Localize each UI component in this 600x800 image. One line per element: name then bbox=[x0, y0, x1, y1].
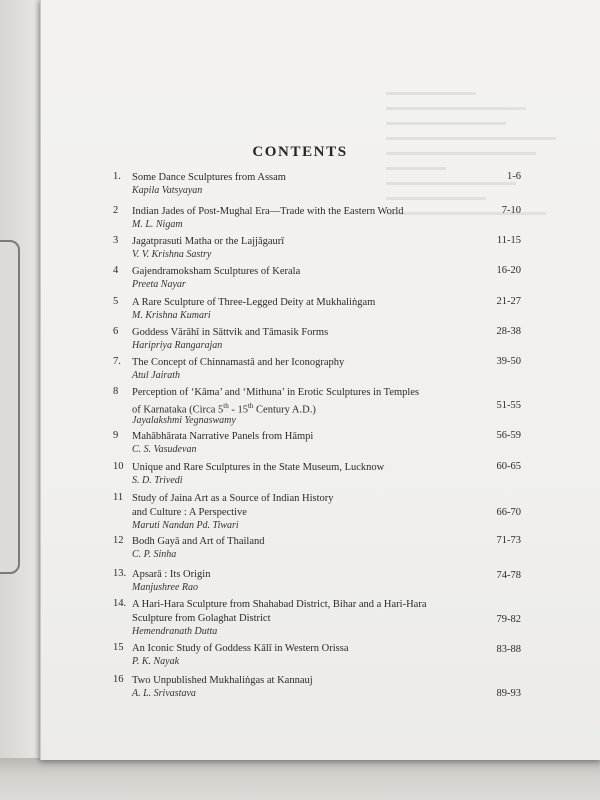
entry-pages: 39-50 bbox=[496, 356, 521, 367]
entry-author: C. P. Sinha bbox=[132, 549, 177, 560]
entry-title-line1: Perception of ‘Kāma’ and ‘Mithuna’ in Erotic Sculptures in Temples bbox=[132, 387, 420, 398]
previous-page-edge bbox=[0, 240, 20, 574]
entry-pages: 71-73 bbox=[496, 535, 521, 546]
entry-author: M. L. Nigam bbox=[132, 219, 183, 230]
entry-title-line2: of Karnataka (Circa 5th - 15th Century A.D.) bbox=[132, 402, 316, 416]
entry-title: A Rare Sculpture of Three-Legged Deity at Mukhaliṅgam bbox=[132, 297, 376, 308]
entry-pages: 60-65 bbox=[496, 461, 521, 472]
entry-number: 2 bbox=[113, 205, 119, 216]
entry-title: Two Unpublished Mukhaliṅgas at Kannauj bbox=[132, 675, 313, 686]
entry-title: An Iconic Study of Goddess Kālī in Western Orissa bbox=[132, 643, 349, 654]
entry-author: Preeta Nayar bbox=[132, 279, 186, 290]
entry-title-line2: and Culture : A Perspective bbox=[132, 507, 247, 518]
entry-title: Unique and Rare Sculptures in the State Museum, Lucknow bbox=[132, 462, 385, 473]
entry-pages: 66-70 bbox=[496, 507, 521, 518]
entry-pages: 51-55 bbox=[496, 400, 521, 411]
entry-number: 1. bbox=[113, 171, 121, 182]
entry-author: Kapila Vatsyayan bbox=[132, 185, 203, 196]
entry-number: 13. bbox=[113, 568, 127, 579]
entry-author: P. K. Nayak bbox=[132, 656, 180, 667]
entry-number: 12 bbox=[113, 535, 124, 546]
entry-number: 11 bbox=[113, 492, 124, 503]
entry-number: 4 bbox=[113, 265, 119, 276]
entry-author: Haripriya Rangarajan bbox=[132, 340, 223, 351]
entry-author: C. S. Vasudevan bbox=[132, 444, 197, 455]
entry-number: 8 bbox=[113, 386, 119, 397]
entry-title: The Concept of Chinnamastā and her Iconography bbox=[132, 357, 345, 368]
entry-author: V. V. Krishna Sastry bbox=[132, 249, 212, 260]
entry-title-line1: A Hari-Hara Sculpture from Shahabad District, Bihar and a Hari-Hara bbox=[132, 599, 427, 610]
entry-pages: 7-10 bbox=[501, 205, 521, 216]
entry-number: 7. bbox=[113, 356, 121, 367]
entry-title: Mahābhārata Narrative Panels from Hāmpi bbox=[132, 431, 314, 442]
entry-title: Some Dance Sculptures from Assam bbox=[132, 172, 286, 183]
entry-title: Gajendramoksham Sculptures of Kerala bbox=[132, 266, 301, 277]
entry-pages: 21-27 bbox=[496, 296, 521, 307]
entry-pages: 74-78 bbox=[496, 570, 521, 581]
entry-number: 10 bbox=[113, 461, 124, 472]
entry-pages: 89-93 bbox=[496, 688, 521, 699]
entry-author: Jayalakshmi Yegnaswamy bbox=[132, 415, 236, 426]
entry-number: 9 bbox=[113, 430, 119, 441]
entry-title: Jagatprasuti Matha or the Lajjāgaurī bbox=[132, 236, 285, 247]
entry-number: 6 bbox=[113, 326, 119, 337]
entry-author: A. L. Srivastava bbox=[132, 688, 196, 699]
entry-author: M. Krishna Kumari bbox=[132, 310, 211, 321]
background-bottom bbox=[0, 758, 600, 800]
entry-pages: 83-88 bbox=[496, 644, 521, 655]
entry-pages: 56-59 bbox=[496, 430, 521, 441]
entry-author: Hemendranath Dutta bbox=[132, 626, 218, 637]
entry-number: 15 bbox=[113, 642, 124, 653]
entry-title: Indian Jades of Post-Mughal Era—Trade with the Eastern World bbox=[132, 206, 404, 217]
entry-author: Maruti Nandan Pd. Tiwari bbox=[132, 520, 239, 531]
entry-number: 5 bbox=[113, 296, 119, 307]
entry-pages: 28-38 bbox=[496, 326, 521, 337]
entry-pages: 11-15 bbox=[496, 235, 521, 246]
entry-number: 16 bbox=[113, 674, 124, 685]
entry-pages: 79-82 bbox=[496, 614, 521, 625]
entry-pages: 1-6 bbox=[507, 171, 521, 182]
entry-title: Goddess Vārāhī in Sāttvik and Tāmasik Forms bbox=[132, 327, 329, 338]
entry-title-line1: Study of Jaina Art as a Source of Indian History bbox=[132, 493, 334, 504]
entry-author: Manjushree Rao bbox=[132, 582, 199, 593]
entry-title-line2: Sculpture from Golaghat District bbox=[132, 613, 271, 624]
entry-number: 3 bbox=[113, 235, 119, 246]
entry-pages: 16-20 bbox=[496, 265, 521, 276]
entry-author: Atul Jairath bbox=[132, 370, 181, 381]
entry-number: 14. bbox=[113, 598, 127, 609]
page-title: CONTENTS bbox=[252, 144, 348, 160]
entry-title: Apsarā : Its Origin bbox=[132, 569, 211, 580]
entry-author: S. D. Trivedi bbox=[132, 475, 183, 486]
entry-title: Bodh Gayā and Art of Thailand bbox=[132, 536, 265, 547]
